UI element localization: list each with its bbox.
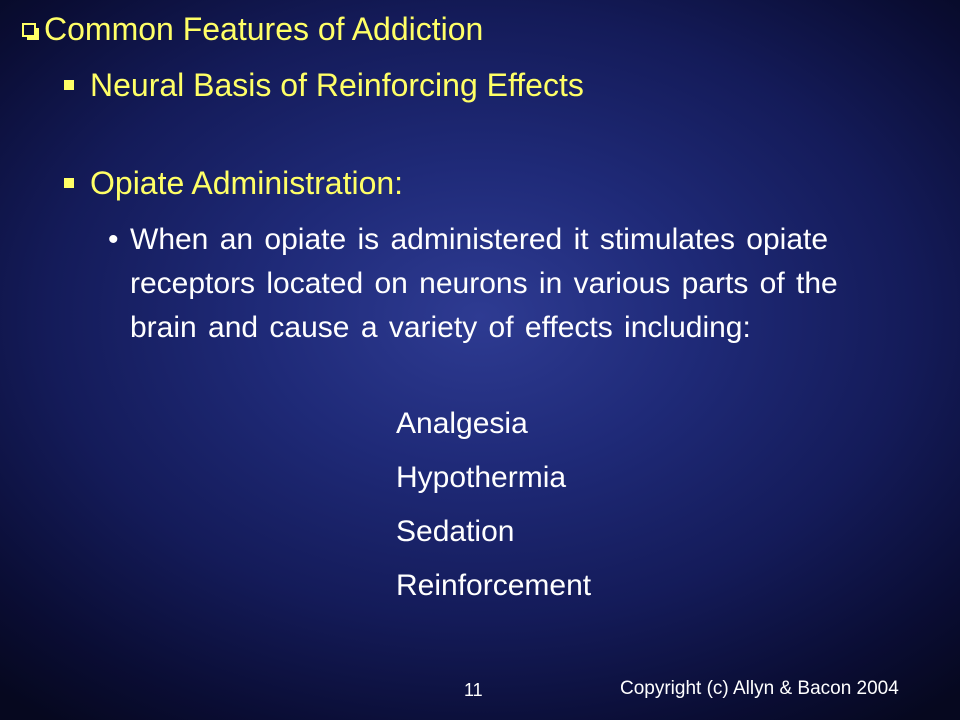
round-bullet-icon: •	[108, 223, 119, 256]
page-number: 11	[464, 680, 483, 700]
sub-item-label: Neural Basis of Reinforcing Effects	[90, 67, 584, 103]
bullet-text: When an opiate is administered it stimulates opiate receptors located on neurons in various parts of the brain and cause a variety of effects including:	[130, 223, 838, 344]
effect-hypothermia: Hypothermia	[396, 461, 567, 494]
checkbox-bullet-icon	[22, 23, 36, 37]
title-text: Common Features of Addiction	[44, 11, 484, 47]
slide-title	[22, 10, 483, 48]
effect-reinforcement: Reinforcement	[396, 569, 592, 602]
sub-item-label: Opiate Administration:	[90, 165, 404, 201]
sub-item-neural-basis	[64, 66, 584, 104]
effect-sedation: Sedation	[396, 515, 515, 548]
square-bullet-icon	[64, 178, 74, 188]
bullet-paragraph	[108, 218, 908, 350]
square-bullet-icon	[64, 80, 74, 90]
copyright-notice: Copyright (c) Allyn & Bacon 2004	[620, 678, 899, 699]
effect-analgesia: Analgesia	[396, 407, 528, 440]
sub-item-opiate-administration	[64, 164, 403, 202]
